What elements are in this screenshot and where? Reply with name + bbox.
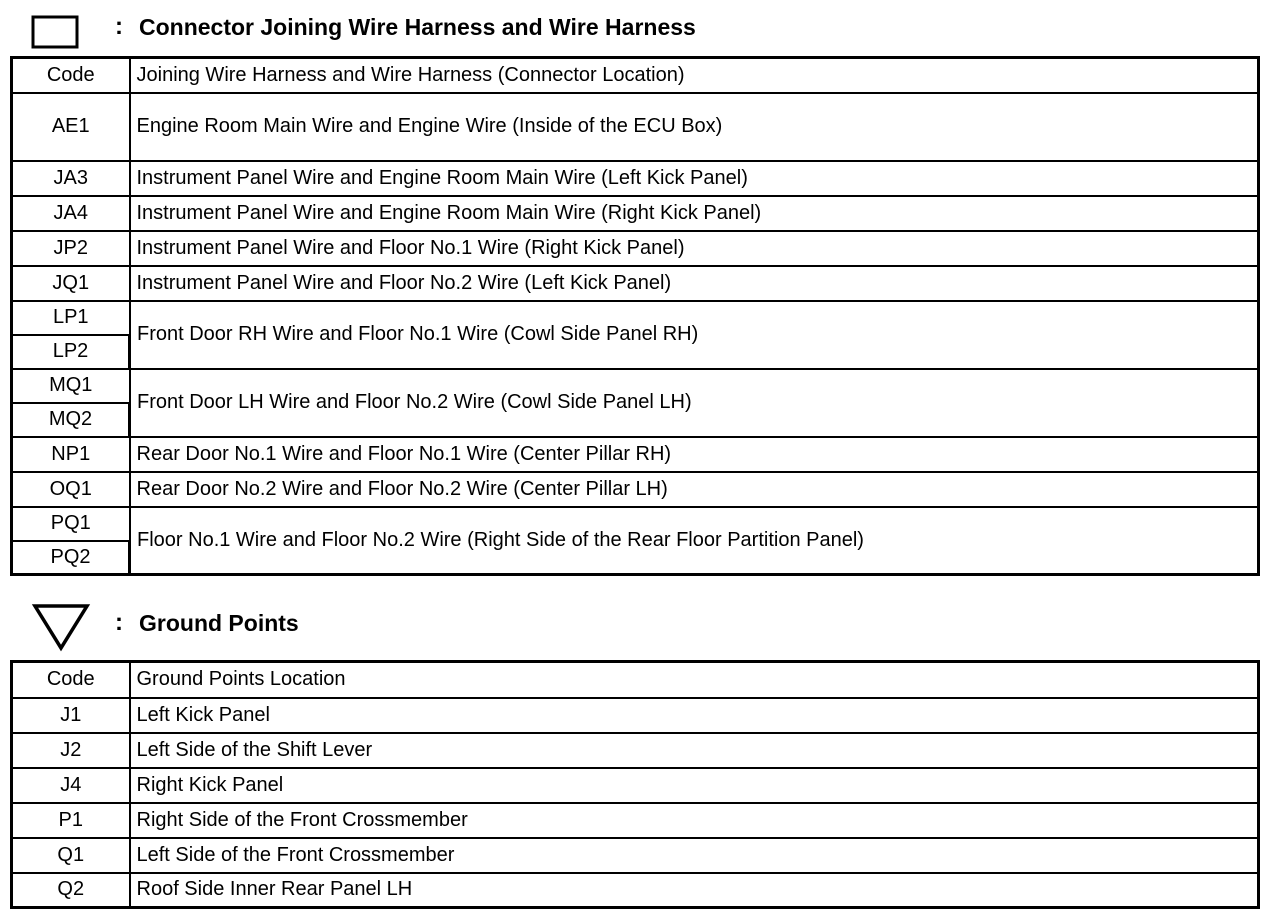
connector-code: JA4 xyxy=(12,196,130,231)
connector-code: JQ1 xyxy=(12,266,130,301)
ground-section-header xyxy=(0,600,1280,650)
connector-row xyxy=(12,369,1259,403)
connector-row xyxy=(12,266,1259,301)
connector-table xyxy=(10,56,1260,576)
ground-row xyxy=(12,803,1259,838)
ground-section-title: Ground Points xyxy=(139,610,299,636)
connector-location: Engine Room Main Wire and Engine Wire (Inside of the ECU Box) xyxy=(130,93,1259,161)
connector-location: Rear Door No.2 Wire and Floor No.2 Wire (Center Pillar LH) xyxy=(130,472,1259,507)
ground-location: Left Kick Panel xyxy=(130,698,1259,733)
connector-row xyxy=(12,196,1259,231)
connector-table-header-row xyxy=(12,58,1259,93)
connector-location: Rear Door No.1 Wire and Floor No.1 Wire (Center Pillar RH) xyxy=(130,437,1259,472)
connector-location: Front Door RH Wire and Floor No.1 Wire (Cowl Side Panel RH) xyxy=(130,301,1259,369)
connector-code: LP2 xyxy=(12,335,130,369)
connector-code: PQ2 xyxy=(12,541,130,575)
connector-location: Instrument Panel Wire and Floor No.2 Wire (Left Kick Panel) xyxy=(130,266,1259,301)
connector-code: PQ1 xyxy=(12,507,130,541)
connector-section-header xyxy=(0,8,1280,58)
connector-header-code: Code xyxy=(12,58,130,93)
ground-code: J2 xyxy=(12,733,130,768)
connector-header-desc: Joining Wire Harness and Wire Harness (Connector Location) xyxy=(130,58,1259,93)
ground-row xyxy=(12,698,1259,733)
connector-location: Instrument Panel Wire and Floor No.1 Wire (Right Kick Panel) xyxy=(130,231,1259,266)
connector-row xyxy=(12,507,1259,541)
ground-header-code: Code xyxy=(12,662,130,698)
ground-code: P1 xyxy=(12,803,130,838)
ground-location: Roof Side Inner Rear Panel LH xyxy=(130,873,1259,908)
connector-location: Instrument Panel Wire and Engine Room Main Wire (Left Kick Panel) xyxy=(130,161,1259,196)
connector-section-title: Connector Joining Wire Harness and Wire Harness xyxy=(139,14,696,40)
ground-row xyxy=(12,873,1259,908)
ground-section-colon: : xyxy=(115,609,123,636)
connector-location: Floor No.1 Wire and Floor No.2 Wire (Right Side of the Rear Floor Partition Panel) xyxy=(130,507,1259,575)
connector-location: Instrument Panel Wire and Engine Room Main Wire (Right Kick Panel) xyxy=(130,196,1259,231)
connector-code: OQ1 xyxy=(12,472,130,507)
connector-code: JA3 xyxy=(12,161,130,196)
ground-code: Q2 xyxy=(12,873,130,908)
ground-code: J4 xyxy=(12,768,130,803)
ground-table-header-row xyxy=(12,662,1259,698)
ground-location: Right Kick Panel xyxy=(130,768,1259,803)
connector-row xyxy=(12,231,1259,266)
connector-code: MQ2 xyxy=(12,403,130,437)
connector-row xyxy=(12,161,1259,196)
down-triangle-icon xyxy=(31,602,91,652)
connector-code: NP1 xyxy=(12,437,130,472)
connector-row xyxy=(12,93,1259,161)
ground-row xyxy=(12,733,1259,768)
connector-location: Front Door LH Wire and Floor No.2 Wire (Cowl Side Panel LH) xyxy=(130,369,1259,437)
connector-row xyxy=(12,472,1259,507)
connector-row xyxy=(12,437,1259,472)
ground-code: J1 xyxy=(12,698,130,733)
rectangle-icon xyxy=(31,15,79,49)
ground-table xyxy=(10,660,1260,909)
ground-row xyxy=(12,838,1259,873)
ground-location: Left Side of the Front Crossmember xyxy=(130,838,1259,873)
connector-code: JP2 xyxy=(12,231,130,266)
connector-code: AE1 xyxy=(12,93,130,161)
ground-row xyxy=(12,768,1259,803)
ground-location: Left Side of the Shift Lever xyxy=(130,733,1259,768)
ground-location: Right Side of the Front Crossmember xyxy=(130,803,1259,838)
connector-row xyxy=(12,301,1259,335)
ground-code: Q1 xyxy=(12,838,130,873)
connector-code: MQ1 xyxy=(12,369,130,403)
connector-code: LP1 xyxy=(12,301,130,335)
ground-header-desc: Ground Points Location xyxy=(130,662,1259,698)
connector-section-colon: : xyxy=(115,13,123,40)
